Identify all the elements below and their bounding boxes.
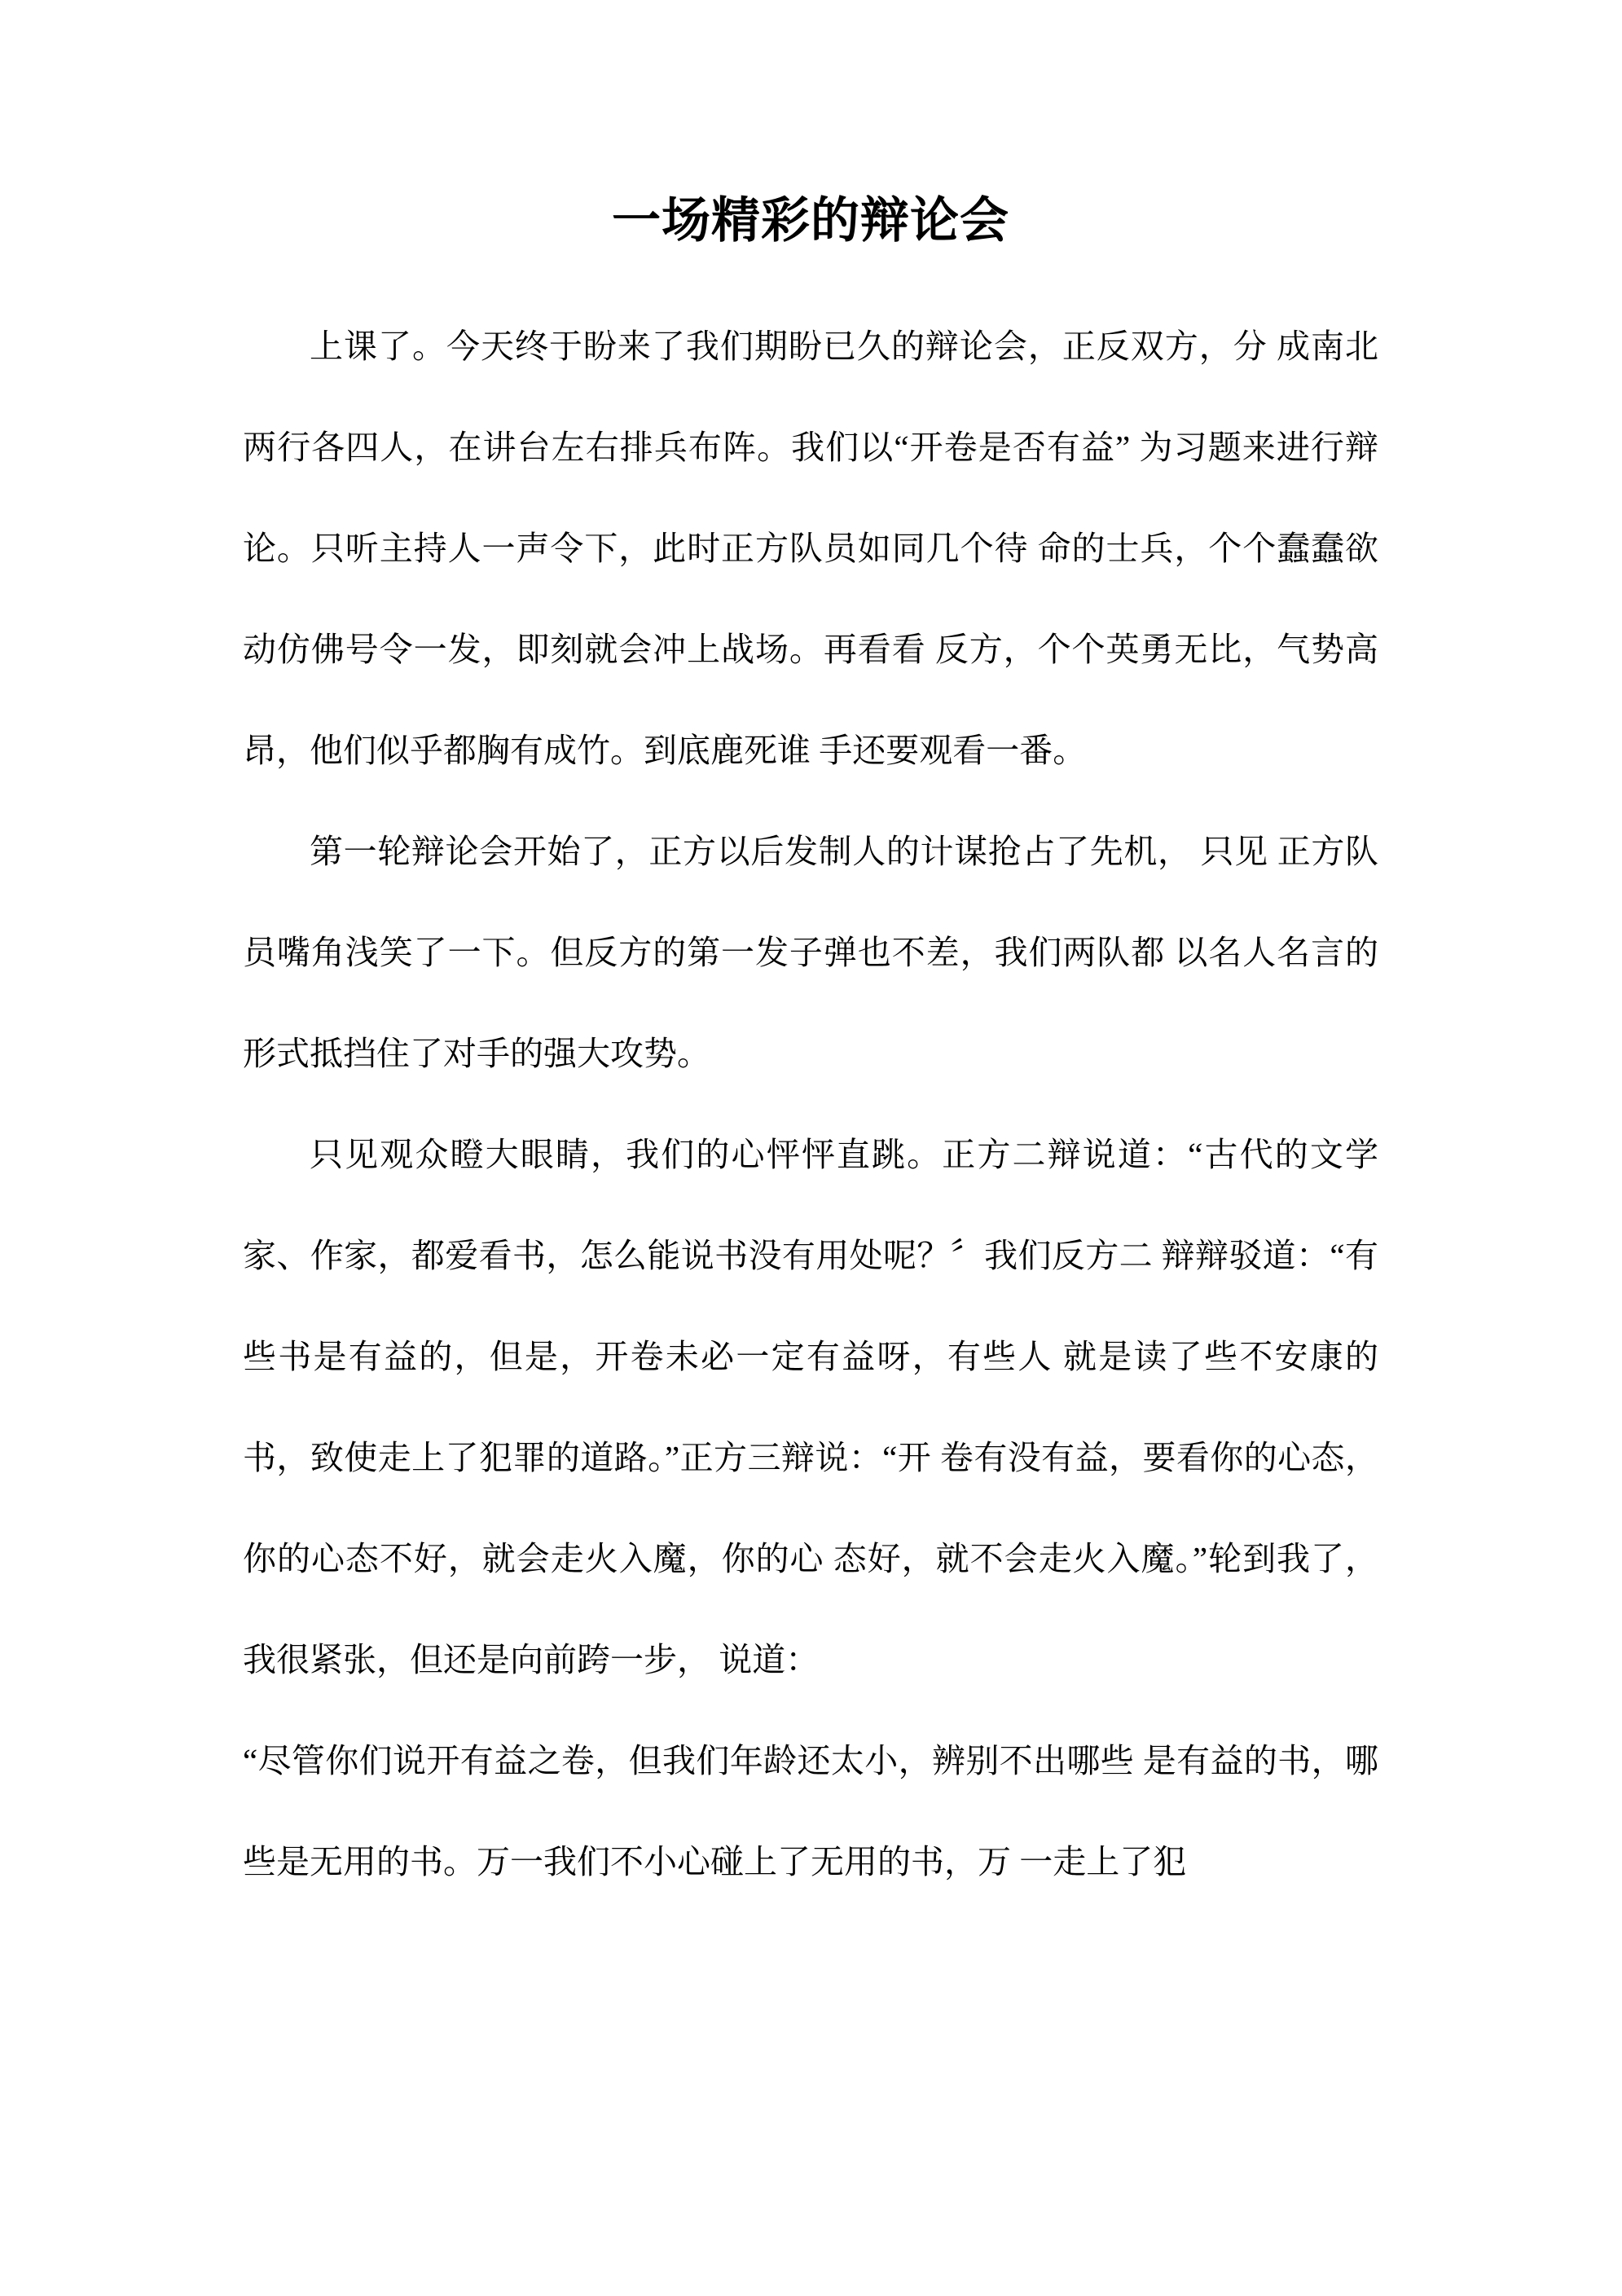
document-body: [243, 296, 1378, 1912]
paragraph-2: 第一轮辩论会开始了，正方以后发制人的计谋抢占了先机， 只见 正方队员嘴角浅笑了一下。但反方的第一发子弹也不差，我们两队都 以名人名言的形式抵挡住了对手的强大攻势。: [243, 833, 1378, 1072]
paragraph-3: 只见观众瞪大眼睛，我们的心怦怦直跳。正方二辩说道：“古代的文学家、作家，都爱看书，怎么能说书没有用处呢？〞我们反方二 辩辩驳道：“有些书是有益的，但是，开卷未必一定有益呀，有些人 就是读了些不安康的书，致使走上了犯罪的道路。”正方三辩说：“开 卷有没有益，要看你的心态，你的心态不好，就会走火入魔，你的心 态好，就不会走火入魔。”轮到我了，我很紧张，但还是向前跨一步， 说道：: [243, 1136, 1378, 1678]
document-content: [243, 0, 1378, 1912]
page-title: 一场精彩的辩论会: [612, 194, 1009, 248]
paragraph-1: 上课了。今天终于盼来了我们期盼已久的辩论会，正反双方，分 成南北两行各四人，在讲台左右排兵布阵。我们以“开卷是否有益” 为习题来进行辩论。只听主持人一声令下，此时正方队员如同几个待 命的士兵，个个蠢蠢欲动仿佛号令一发，即刻就会冲上战场。再看看 反方，个个英勇无比，气势高昂，他们似乎都胸有成竹。到底鹿死谁 手还要观看一番。: [243, 328, 1378, 769]
paragraph-4: “尽管你们说开有益之卷，但我们年龄还太小，辨别不出哪些 是有益的书，哪些是无用的书。万一我们不小心碰上了无用的书，万 一走上了犯: [243, 1742, 1378, 1880]
